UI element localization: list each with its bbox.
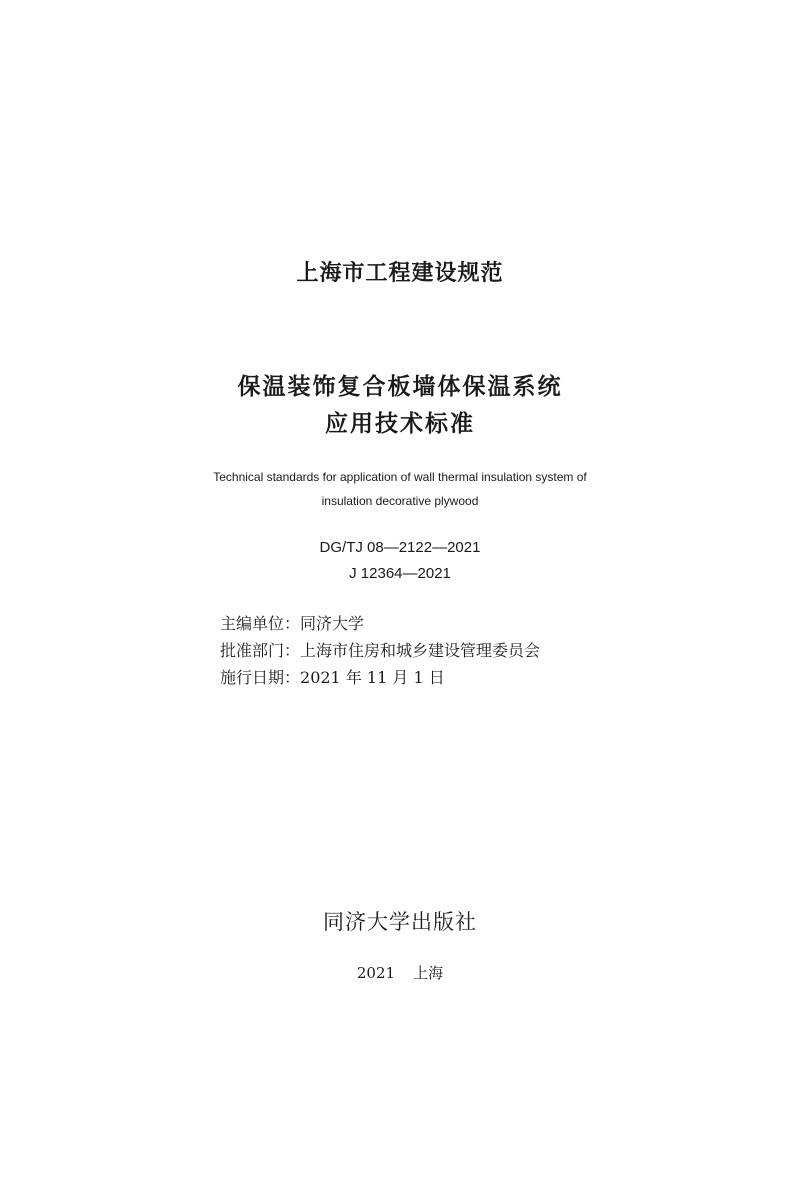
approval-department-row — [220, 637, 540, 664]
chief-editor-row — [220, 610, 540, 637]
standard-series: 上海市工程建设规范 — [296, 261, 504, 286]
document-title-line-2: 应用技术标准 — [325, 411, 475, 437]
english-title-line-2: insulation decorative plywood — [321, 494, 479, 508]
publisher-name: 同济大学出版社 — [323, 910, 477, 934]
chief-editor-value: 同济大学 — [300, 614, 365, 633]
approval-department-label: 批准部门： — [220, 641, 301, 660]
record-number: J 12364—2021 — [349, 565, 451, 582]
standard-number: DG/TJ 08—2122—2021 — [319, 539, 481, 556]
english-title-line-1: Technical standards for application of wall thermal insulation system of — [213, 470, 587, 484]
effective-date-label: 施行日期： — [220, 668, 301, 687]
effective-date-row — [220, 664, 540, 691]
document-title-line-1: 保温装饰复合板墙体保温系统 — [237, 374, 563, 400]
publication-year: 2021 — [356, 964, 396, 982]
document-info-block — [220, 610, 540, 691]
publication-place: 上海 — [413, 964, 444, 982]
chief-editor-label: 主编单位： — [220, 614, 301, 633]
approval-department-value: 上海市住房和城乡建设管理委员会 — [300, 641, 541, 660]
publication-info — [0, 962, 800, 983]
effective-date-value: 2021 年 11 月 1 日 — [300, 668, 445, 687]
